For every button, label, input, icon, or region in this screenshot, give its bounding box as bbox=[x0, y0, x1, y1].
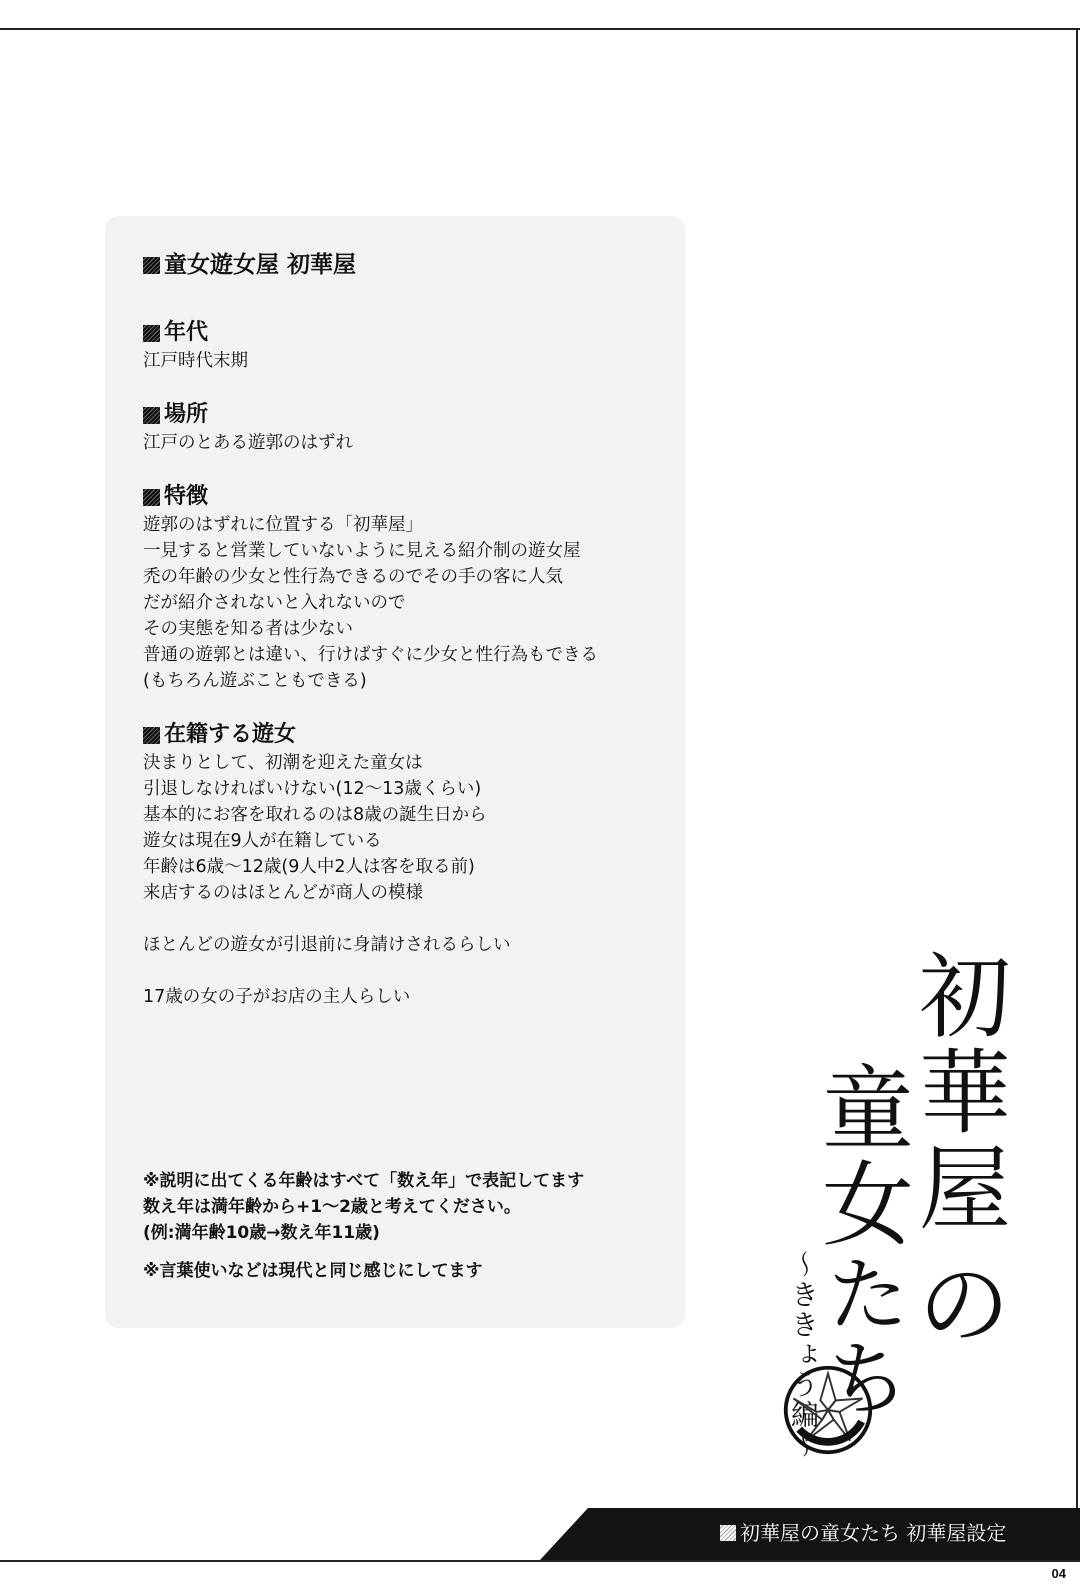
kikyo-crest-icon bbox=[780, 1362, 876, 1458]
body-line: 一見すると営業していないように見える紹介制の遊女屋 bbox=[143, 541, 581, 561]
square-bullet-icon bbox=[143, 257, 160, 274]
body-line: その実態を知る者は少ない bbox=[143, 619, 353, 639]
cover-subtitle: 〜ききょう編〜 bbox=[787, 1250, 820, 1460]
square-bullet-icon bbox=[720, 1525, 736, 1541]
section-features bbox=[143, 482, 673, 694]
section-heading: 場所 bbox=[143, 400, 673, 430]
note-line: (例:満年齢10歳→数え年11歳) bbox=[143, 1223, 380, 1243]
footer-banner bbox=[540, 1508, 1080, 1560]
note-line: 数え年は満年齢から+1〜2歳と考えてください。 bbox=[143, 1197, 521, 1217]
title-char: た bbox=[828, 1249, 908, 1342]
square-bullet-icon bbox=[143, 407, 160, 424]
body-line: 禿の年齢の少女と性行為できるのでその手の客に人気 bbox=[143, 567, 563, 587]
square-bullet-icon bbox=[143, 727, 160, 744]
body-line: 来店するのはほとんどが商人の模様 bbox=[143, 883, 423, 903]
section-location bbox=[143, 400, 673, 456]
body-line: 遊郭のはずれに位置する「初華屋」 bbox=[143, 515, 423, 535]
section-heading: 年代 bbox=[143, 318, 673, 348]
banner-title: 初華屋の童女たち 初華屋設定 bbox=[720, 1518, 1006, 1548]
body-line: ほとんどの遊女が引退前に身請けされるらしい bbox=[143, 935, 511, 955]
note-gap bbox=[143, 1246, 683, 1258]
page-number: 04 bbox=[1051, 1566, 1066, 1581]
line-gap bbox=[143, 906, 673, 932]
body-line: 遊女は現在9人が在籍している bbox=[143, 831, 382, 851]
main-title bbox=[143, 250, 673, 280]
body-line: だが紹介されないと入れないので bbox=[143, 593, 406, 613]
title-char: ち bbox=[828, 1333, 908, 1426]
title-char: の bbox=[918, 1252, 1011, 1359]
title-char: 屋 bbox=[918, 1136, 1011, 1243]
section-heading: 特徴 bbox=[143, 482, 673, 512]
line-gap bbox=[143, 958, 673, 984]
body-line: 年齢は6歳〜12歳(9人中2人は客を取る前) bbox=[143, 857, 475, 877]
body-line: 決まりとして、初潮を迎えた童女は bbox=[143, 753, 423, 773]
square-bullet-icon bbox=[143, 325, 160, 342]
info-content bbox=[143, 250, 673, 1036]
body-line: 基本的にお客を取れるのは8歳の誕生日から bbox=[143, 805, 487, 825]
bottom-border-rule bbox=[0, 1560, 1080, 1562]
body-line: 普通の遊郭とは違い、行けばすぐに少女と性行為もできる bbox=[143, 645, 598, 665]
vertical-cover-title bbox=[915, 944, 1015, 1243]
body-line: 江戸のとある遊郭のはずれ bbox=[143, 433, 353, 453]
title-char: 初 bbox=[918, 944, 1011, 1051]
top-border-rule bbox=[0, 28, 1080, 30]
note-line: ※言葉使いなどは現代と同じ感じにしてます bbox=[143, 1261, 483, 1281]
section-heading: 在籍する遊女 bbox=[143, 720, 673, 750]
square-bullet-icon bbox=[143, 489, 160, 506]
body-line: 17歳の女の子がお店の主人らしい bbox=[143, 987, 411, 1007]
body-line: (もちろん遊ぶこともできる) bbox=[143, 671, 367, 691]
main-title-text: 童女遊女屋 初華屋 bbox=[164, 252, 357, 278]
title-char: 童 bbox=[821, 1056, 914, 1163]
section-era bbox=[143, 318, 673, 374]
title-char: 華 bbox=[918, 1040, 1011, 1147]
right-border-rule bbox=[1076, 28, 1078, 1548]
notes-block bbox=[143, 1168, 683, 1284]
note-line: ※説明に出てくる年齢はすべて「数え年」で表記してます bbox=[143, 1171, 585, 1191]
body-line: 引退しなければいけない(12〜13歳くらい) bbox=[143, 779, 482, 799]
title-char: 女 bbox=[821, 1152, 914, 1259]
section-courtesans bbox=[143, 720, 673, 1010]
body-line: 江戸時代末期 bbox=[143, 351, 248, 371]
